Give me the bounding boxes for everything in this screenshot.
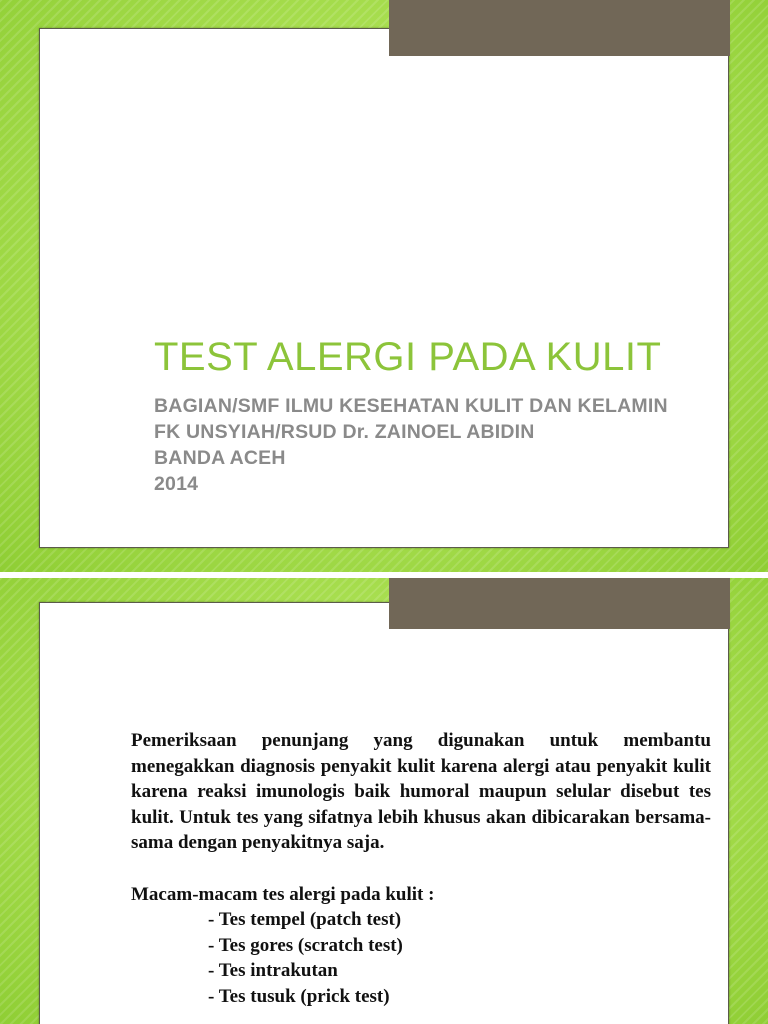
slide-2-content-card [39, 602, 729, 1024]
slide-2-header-tab [389, 578, 730, 629]
slide-title: TEST ALERGI PADA KULIT [154, 335, 662, 379]
slide-2 [0, 578, 768, 1024]
slide-subtitle [154, 393, 668, 497]
list-item-scratch-test: - Tes gores (scratch test) [208, 934, 403, 956]
subtitle-line-department: BAGIAN/SMF ILMU KESEHATAN KULIT DAN KELAMIN [154, 395, 668, 417]
subtitle-line-institution: FK UNSYIAH/RSUD Dr. ZAINOEL ABIDIN [154, 421, 535, 443]
slide-1-content-card [39, 28, 729, 548]
subtitle-line-year: 2014 [154, 473, 199, 495]
list-item-intrakutan: - Tes intrakutan [208, 960, 338, 982]
list-intro: Macam-macam tes alergi pada kulit : [131, 883, 435, 905]
intro-paragraph: Pemeriksaan penunjang yang digunakan untuk membantu menegakkan diagnosis penyakit kulit karena alergi atau penyakit kulit karena reaksi imunologis baik humoral maupun selular disebut tes kulit. Untuk tes yang sifatnya lebih khusus akan dibicarakan bersama-sama dengan penyakitnya saja. [131, 730, 711, 854]
slide-1-header-tab [389, 0, 730, 56]
subtitle-line-city: BANDA ACEH [154, 447, 286, 469]
list-item-patch-test: - Tes tempel (patch test) [208, 909, 402, 931]
slide-2-body [131, 728, 711, 1010]
list-item-prick-test: - Tes tusuk (prick test) [208, 985, 390, 1007]
test-list [131, 907, 711, 1009]
